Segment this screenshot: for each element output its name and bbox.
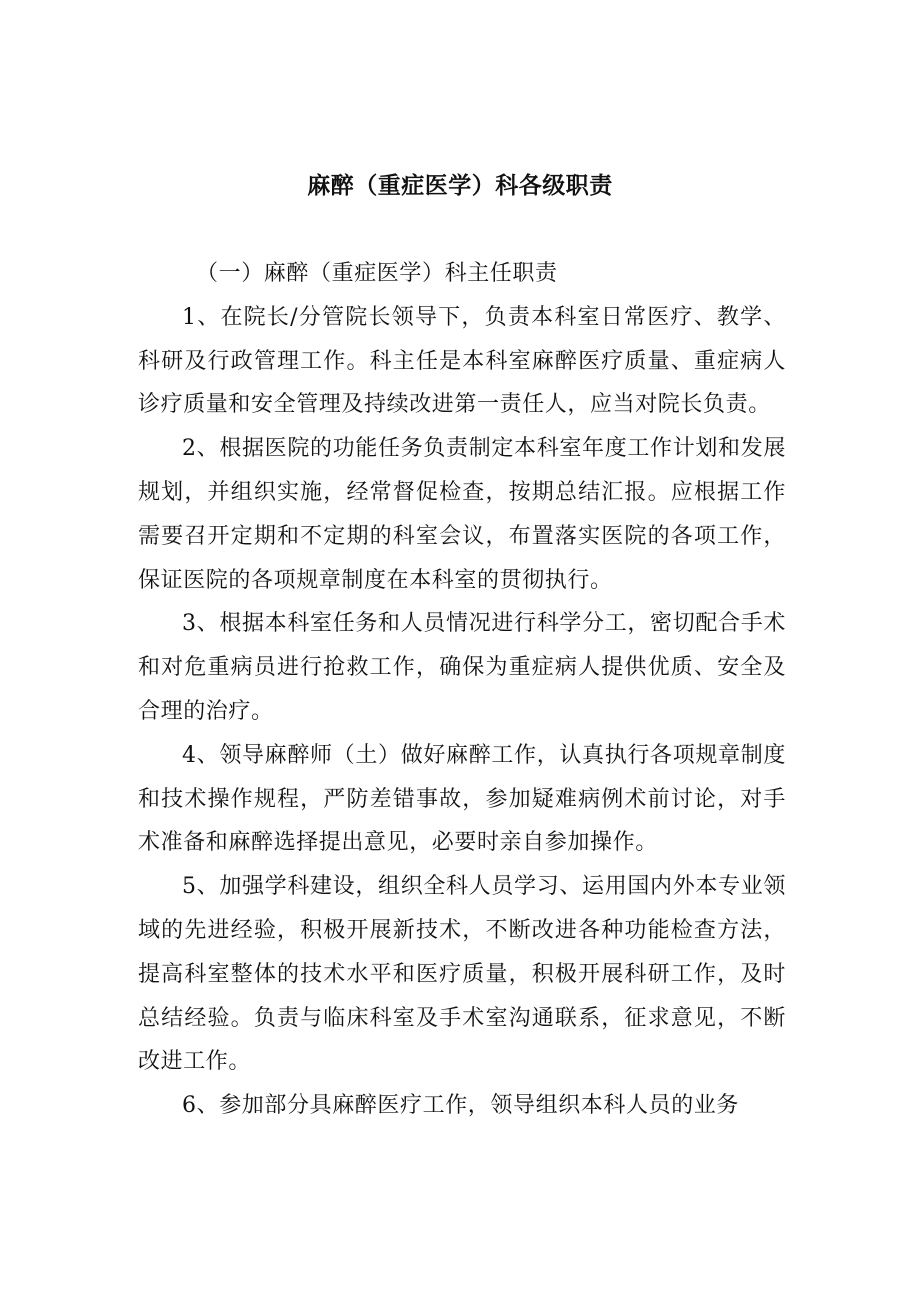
paragraph-duty-2: 2、根据医院的功能任务负责制定本科室年度工作计划和发展规划，并组织实施，经常督促检查，按期总结汇报。应根据工作需要召开定期和不定期的科室会议，布置落实医院的各项工作，保证医院的各项规章制度在本科室的贯彻执行。: [138, 436, 786, 593]
paragraph-duty-6: 6、参加部分具麻醉医疗工作，领导组织本科人员的业务: [182, 1093, 739, 1119]
section-heading: （一）麻醉（重症医学）科主任职责: [196, 261, 558, 286]
document-title: 麻醉（重症医学）科各级职责: [307, 173, 613, 199]
paragraph-duty-1: 1、在院长/分管院长领导下，负责本科室日常医疗、教学、科研及行政管理工作。科主任是本科室麻醉医疗质量、重症病人诊疗质量和安全管理及持续改进第一责任人，应当对院长负责。: [138, 304, 786, 418]
document-body: [138, 252, 786, 1128]
paragraph-duty-3: 3、根据本科室任务和人员情况进行科学分工，密切配合手术和对危重病员进行抢救工作，确保为重症病人提供优质、安全及合理的治疗。: [138, 611, 786, 724]
paragraph-duty-4: 4、领导麻醉师（土）做好麻醉工作，认真执行各项规章制度和技术操作规程，严防差错事故，参加疑难病例术前讨论，对手术准备和麻醉选择提出意见，必要时亲自参加操作。: [138, 742, 786, 856]
paragraph-duty-5: 5、加强学科建设，组织全科人员学习、运用国内外本专业领域的先进经验，积极开展新技术，不断改进各种功能检查方法，提高科室整体的技术水平和医疗质量，积极开展科研工作，及时总结经验。负责与临床科室及手术室沟通联系，征求意见，不断改进工作。: [138, 874, 786, 1075]
